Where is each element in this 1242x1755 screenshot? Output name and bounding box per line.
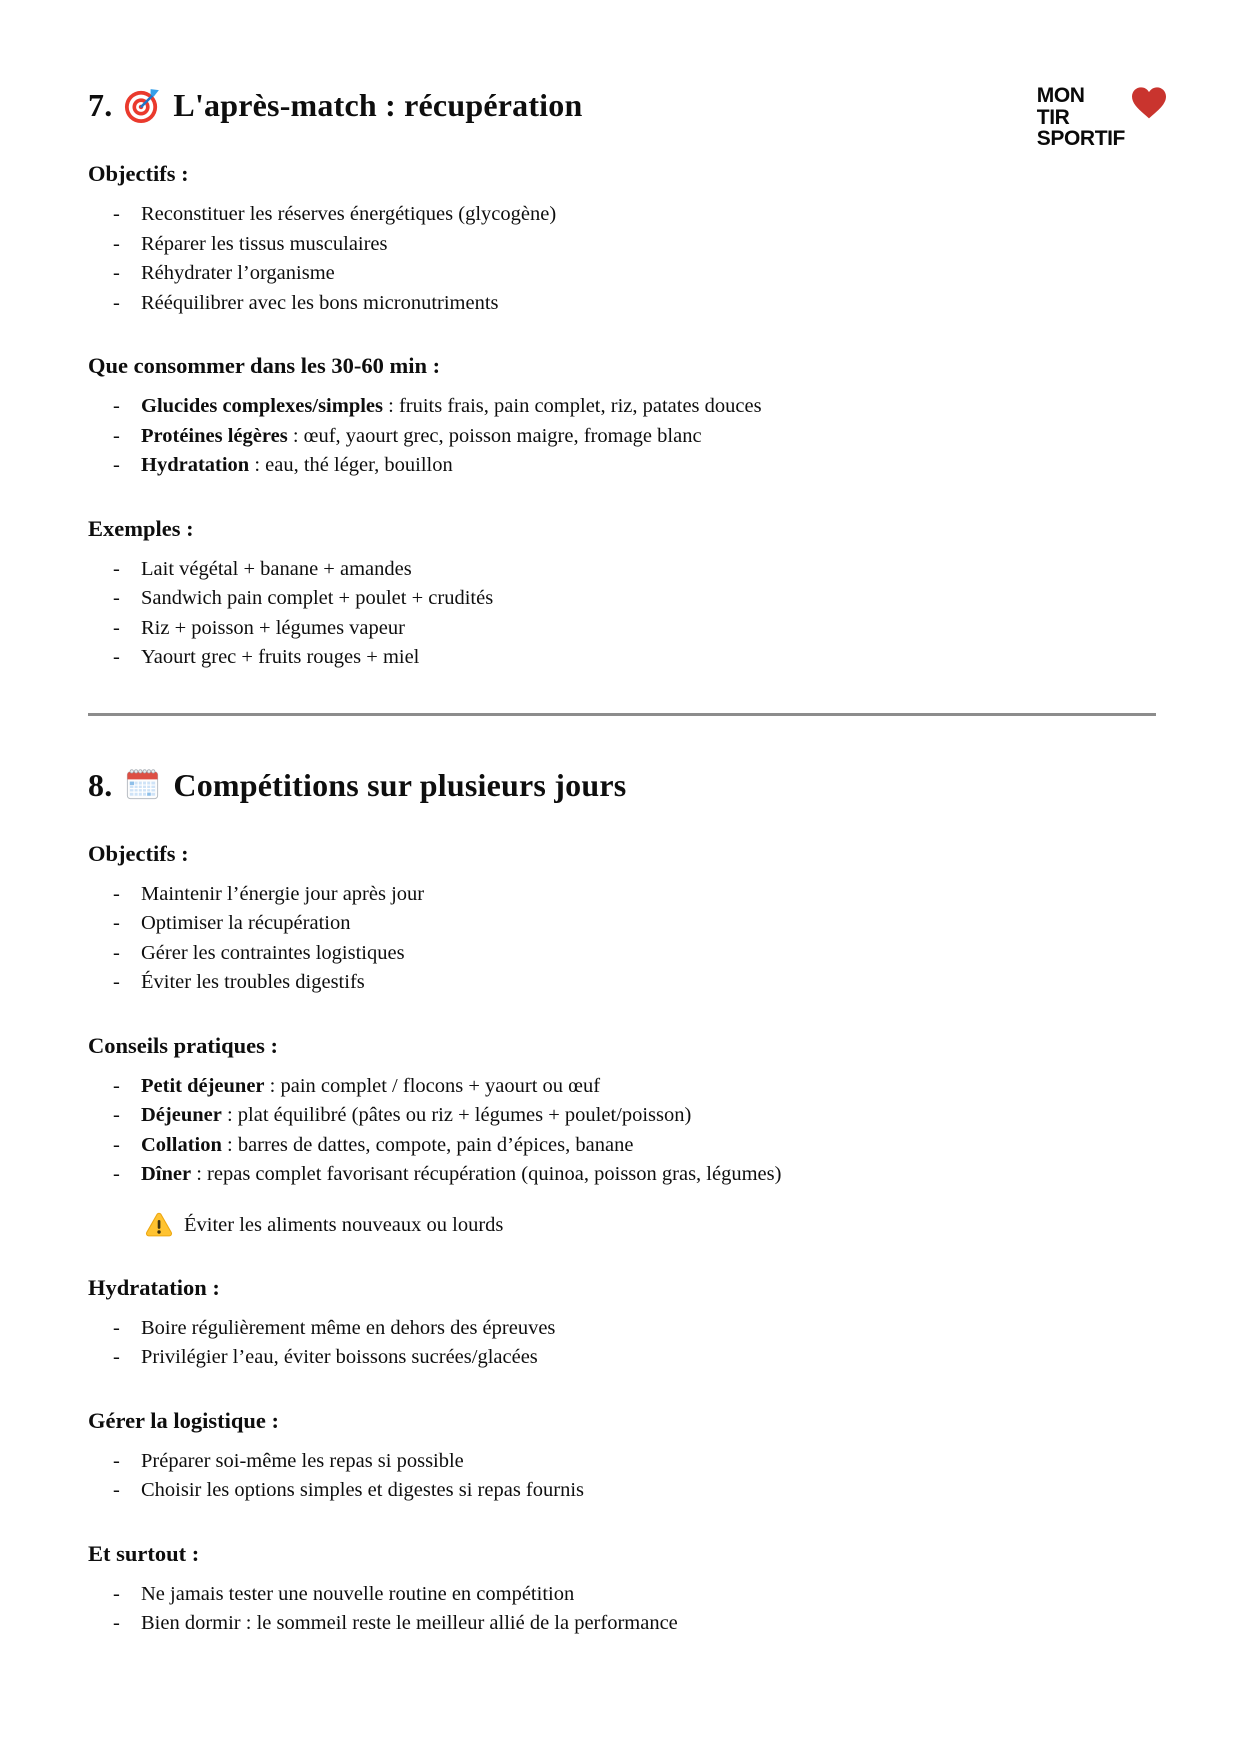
item-lead: Déjeuner — [141, 1104, 222, 1126]
bullet-marker: - — [113, 1612, 120, 1634]
section-number: 8. — [88, 766, 113, 803]
block-heading: Conseils pratiques : — [88, 1032, 279, 1058]
item-text: Éviter les troubles digestifs — [141, 971, 365, 993]
list-item — [88, 422, 1156, 452]
bullet-marker: - — [113, 454, 120, 476]
logo-line: SPORTIF — [1036, 127, 1125, 150]
block-heading: Objectifs : — [88, 840, 189, 866]
bullet-list — [88, 200, 1156, 318]
list-item — [88, 614, 1156, 644]
bullet-marker: - — [113, 291, 120, 314]
bullet-list — [88, 1580, 1156, 1639]
logo-line: TIR — [1036, 105, 1070, 129]
bullet-list — [88, 1447, 1156, 1506]
bullet-marker: - — [113, 262, 120, 284]
item-text — [141, 422, 702, 452]
item-text: Rééquilibrer avec les bons micronutriments — [141, 291, 499, 314]
bullet-marker: - — [113, 1316, 120, 1339]
list-item — [88, 643, 1156, 673]
item-rest: : fruits frais, pain complet, riz, patates douces — [383, 395, 762, 417]
item-rest: : plat équilibré (pâtes ou riz + légumes + poulet/poisson) — [221, 1104, 692, 1126]
list-item — [88, 230, 1156, 260]
target-icon — [123, 86, 162, 125]
section-heading — [88, 764, 1156, 806]
document-content — [88, 84, 1156, 1639]
item-text — [141, 451, 453, 481]
bullet-list — [88, 1314, 1156, 1373]
item-text: Boire régulièrement même en dehors des épreuves — [141, 1316, 556, 1339]
item-text — [141, 1131, 633, 1161]
list-item — [88, 1072, 1156, 1102]
item-text: Réhydrater l’organisme — [141, 262, 335, 284]
bullet-list — [88, 1072, 1156, 1190]
brand-logo — [1037, 85, 1168, 150]
item-text: Choisir les options simples et digestes si repas fournis — [141, 1479, 584, 1501]
block-heading: Objectifs : — [88, 161, 189, 186]
bullet-marker: - — [113, 646, 120, 668]
item-lead: Protéines légères — [141, 424, 288, 447]
bullet-marker: - — [113, 1582, 120, 1605]
list-item — [88, 909, 1156, 939]
section-number: 7. — [88, 87, 113, 123]
item-rest: : eau, thé léger, bouillon — [249, 454, 453, 476]
list-item — [88, 289, 1156, 319]
item-text: Sandwich pain complet + poulet + crudités — [141, 587, 494, 609]
list-item — [88, 1131, 1156, 1161]
bullet-marker: - — [113, 424, 120, 447]
section-title: Compétitions sur plusieurs jours — [173, 766, 627, 803]
section-divider — [88, 713, 1156, 716]
item-lead: Petit déjeuner — [141, 1074, 265, 1097]
item-text: Ne jamais tester une nouvelle routine en compétition — [141, 1582, 575, 1605]
bullet-marker: - — [113, 971, 120, 993]
bullet-marker: - — [113, 1104, 120, 1126]
bullet-marker: - — [113, 203, 120, 225]
bullet-marker: - — [113, 587, 120, 609]
item-text — [141, 1160, 781, 1190]
bullet-marker: - — [113, 1163, 120, 1185]
bullet-marker: - — [113, 941, 120, 964]
block-heading: Gérer la logistique : — [88, 1407, 280, 1433]
list-item — [88, 1476, 1156, 1506]
list-item — [88, 880, 1156, 910]
bullet-list — [88, 880, 1156, 998]
block-heading: Hydratation : — [88, 1274, 220, 1300]
item-text: Préparer soi-même les repas si possible — [141, 1449, 464, 1472]
item-text — [141, 1101, 691, 1131]
bullet-marker: - — [113, 912, 120, 934]
item-text — [141, 1072, 600, 1102]
bullet-marker: - — [113, 1449, 120, 1472]
bullet-marker: - — [113, 557, 120, 580]
section-title: L'après-match : récupération — [173, 87, 583, 123]
block-heading: Exemples : — [88, 515, 194, 541]
logo-line: MON — [1036, 84, 1085, 107]
item-text: Riz + poisson + légumes vapeur — [141, 616, 405, 639]
bullet-list — [88, 392, 1156, 481]
list-item — [88, 200, 1156, 230]
list-item — [88, 451, 1156, 481]
item-text: Bien dormir : le sommeil reste le meilleur allié de la performance — [141, 1612, 678, 1634]
item-text: Reconstituer les réserves énergétiques (glycogène) — [141, 203, 557, 225]
bullet-marker: - — [113, 1074, 120, 1097]
item-text: Lait végétal + banane + amandes — [141, 557, 412, 580]
calendar-icon — [123, 765, 162, 804]
list-item — [88, 584, 1156, 614]
bullet-marker: - — [113, 882, 120, 905]
item-text: Réparer les tissus musculaires — [141, 232, 388, 255]
list-item — [88, 968, 1156, 998]
list-item — [88, 392, 1156, 422]
list-item — [88, 1314, 1156, 1344]
item-rest: : œuf, yaourt grec, poisson maigre, fromage blanc — [287, 424, 702, 447]
heart-icon — [1130, 86, 1168, 120]
item-text: Privilégier l’eau, éviter boissons sucrées/glacées — [141, 1346, 538, 1368]
bullet-marker: - — [113, 1346, 120, 1368]
bullet-marker: - — [113, 616, 120, 639]
list-item — [88, 1580, 1156, 1610]
list-item — [88, 555, 1156, 585]
item-text: Maintenir l’énergie jour après jour — [141, 882, 425, 905]
bullet-marker: - — [113, 1133, 120, 1156]
warning-text: Éviter les aliments nouveaux ou lourds — [184, 1213, 504, 1236]
bullet-marker: - — [113, 1479, 120, 1501]
item-text: Gérer les contraintes logistiques — [141, 941, 405, 964]
list-item — [88, 1609, 1156, 1639]
list-item — [88, 1447, 1156, 1477]
bullet-list — [88, 555, 1156, 673]
list-item — [88, 259, 1156, 289]
item-rest: : barres de dattes, compote, pain d’épices, banane — [221, 1133, 634, 1156]
item-lead: Dîner — [141, 1163, 192, 1185]
list-item — [88, 939, 1156, 969]
item-rest: : pain complet / flocons + yaourt ou œuf — [264, 1074, 601, 1097]
item-text: Yaourt grec + fruits rouges + miel — [141, 646, 420, 668]
item-text — [141, 392, 762, 422]
bullet-marker: - — [113, 395, 120, 417]
block-heading: Et surtout : — [88, 1540, 200, 1566]
item-lead: Glucides complexes/simples — [141, 395, 384, 417]
warning-icon — [145, 1212, 173, 1238]
warning-note — [145, 1210, 1156, 1240]
block-heading: Que consommer dans les 30-60 min : — [88, 353, 441, 378]
document-page — [88, 84, 1156, 1639]
bullet-marker: - — [113, 232, 120, 255]
item-lead: Hydratation — [141, 454, 250, 476]
item-lead: Collation — [141, 1133, 222, 1156]
list-item — [88, 1343, 1156, 1373]
list-item — [88, 1160, 1156, 1190]
logo-text — [1037, 85, 1125, 150]
section-heading — [88, 84, 1156, 126]
item-text: Optimiser la récupération — [141, 912, 351, 934]
list-item — [88, 1101, 1156, 1131]
item-rest: : repas complet favorisant récupération (quinoa, poisson gras, légumes) — [191, 1163, 782, 1185]
